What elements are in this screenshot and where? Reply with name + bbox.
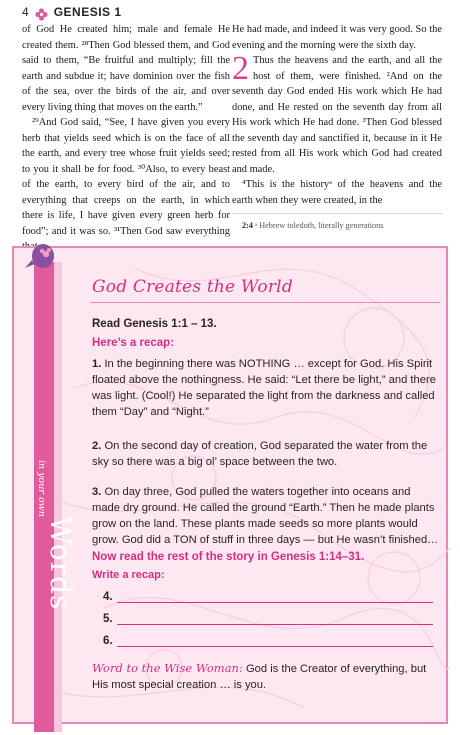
scripture-paragraph: ²⁹And God said, “See, I have given you every herb that yields seed which is on the face of all the earth, and every tree whose fruit yields seed; to you it shall be for food. ³⁰Also, to every beast of the earth, to every bird of the air, and to everything that creeps on the earth, in which there is life, I have given every green herb for food”; and it was so. ³¹Then God saw everything xyxy=(22,117,230,237)
recap-item xyxy=(92,438,440,470)
footnote-reference: 2:4 xyxy=(242,221,253,230)
answer-blank[interactable] xyxy=(103,632,433,648)
title-divider xyxy=(90,302,440,303)
scripture-paragraph: He had made, and indeed it was very good. So the evening and the morning were the sixth day. xyxy=(232,24,442,51)
side-label-main: Words xyxy=(44,516,77,611)
recap-item xyxy=(92,356,440,420)
answer-blank[interactable] xyxy=(103,610,433,626)
flower-icon xyxy=(35,6,48,19)
scripture-paragraph: Thus the heavens and the earth, and all the host of them, were finished. ²And on the seventh day God ended His work which He had done, and He rested on the seventh day from all His work which He had done. ³Then God blessed the seventh day and sanctified it, because in it He rested from all His work which God had created and made. xyxy=(232,55,442,175)
devotional-title: God Creates the World xyxy=(92,277,293,297)
write-line[interactable] xyxy=(117,602,433,603)
footnote-divider xyxy=(232,213,442,214)
recap-number: 3. xyxy=(92,486,102,498)
blank-number: 4. xyxy=(103,591,113,603)
recap-text: On the second day of creation, God separated the water from the sky so there was a big ol’ space between the two. xyxy=(92,440,428,468)
write-prompt-visible: Write a recap: xyxy=(92,569,165,581)
wise-woman-label: Word to the Wise Woman: xyxy=(92,661,243,675)
story-instruction: Now read the rest of the story in Genesis 1:14–31. xyxy=(92,551,365,563)
side-label-art xyxy=(21,246,77,732)
recap-text: In the beginning there was NOTHING … except for God. His Spirit floated above the nothingness. He said: “Let there be light,” and there was light. (Cool!) He separated the light from the darkness and called them “Day” and “Night.” xyxy=(92,358,436,418)
book-chapter-heading: GENESIS 1 xyxy=(53,5,122,19)
wise-woman-text: God is the Creator of everything, but His most special creation … is you. xyxy=(92,663,427,691)
page-number: 4 xyxy=(22,5,29,19)
recap-number: 1. xyxy=(92,358,102,370)
read-instruction: Read Genesis 1:1 – 13. xyxy=(92,318,217,330)
scripture-paragraph: of God He created him; male and female He created them. ²⁸Then God blessed them, and God said to them, “Be fruitful and multiply; fill the earth and subdue it; have dominion over the fish of the sea, over the birds of the air, and over every living thing that moves on the earth.” xyxy=(22,24,230,113)
blank-number: 5. xyxy=(103,613,113,625)
answer-blank[interactable] xyxy=(103,588,433,604)
write-line[interactable] xyxy=(117,624,433,625)
scripture-column-right xyxy=(232,22,442,208)
footnote xyxy=(242,221,383,230)
blank-number: 6. xyxy=(103,635,113,647)
recap-number: 2. xyxy=(92,440,102,452)
side-label-top: in your own xyxy=(36,460,47,517)
scripture-column-left xyxy=(22,22,230,255)
recap-heading: Here’s a recap: xyxy=(92,337,175,349)
recap-item xyxy=(92,484,440,548)
bird-icon xyxy=(25,244,54,268)
chapter-two-block xyxy=(232,50,442,177)
running-head xyxy=(22,4,122,20)
wise-woman-note xyxy=(92,660,440,693)
scripture-paragraph: ⁴This is the historyᵃ of the heavens and the earth when they were created, in the xyxy=(232,179,442,206)
recap-text: On day three, God pulled the waters together into oceans and made dry ground. He called the ground “Earth.” Then he made plants grow on the land. These plants made seeds so more plants would grow. God did a TON of stuff in three days — but He wasn’t finished… xyxy=(92,486,439,546)
footnote-text: ᵃ Hebrew toledoth, literally generations xyxy=(254,221,384,230)
write-line[interactable] xyxy=(117,646,433,647)
chapter-number: 2 xyxy=(232,50,249,87)
